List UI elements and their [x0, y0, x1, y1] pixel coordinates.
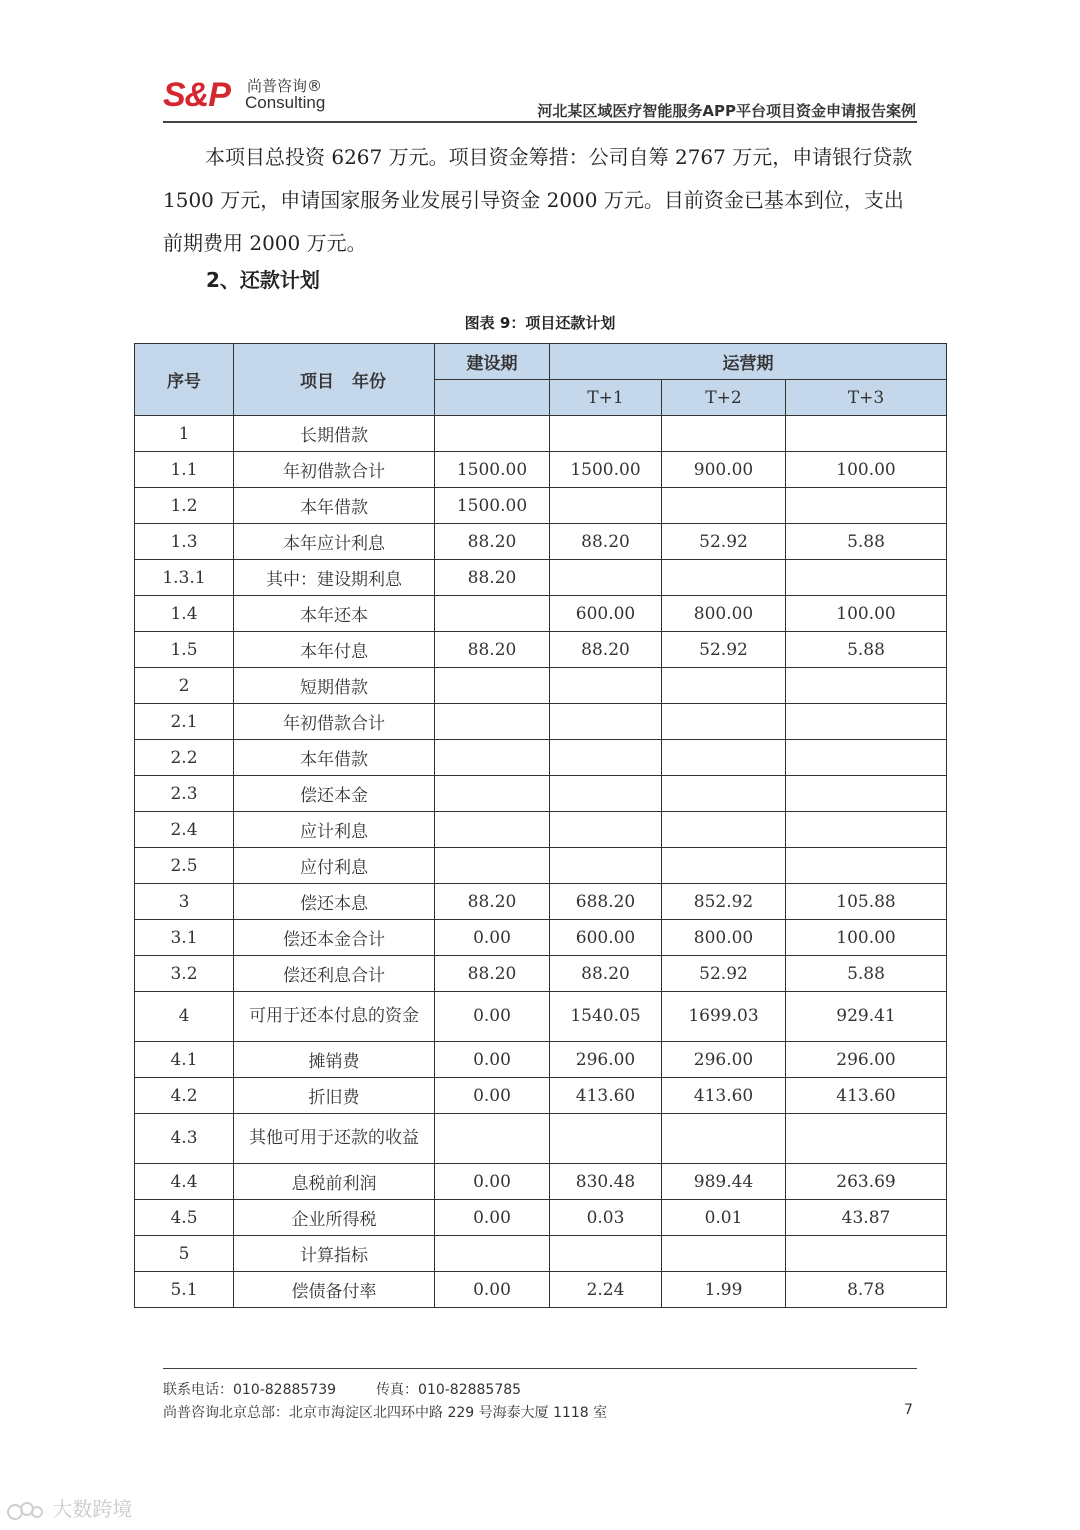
row-t1-value: 0.03 — [550, 1200, 662, 1236]
row-t2-value — [662, 1114, 786, 1164]
row-seq: 4.1 — [135, 1042, 234, 1078]
table-row — [135, 668, 947, 704]
row-seq: 2.2 — [135, 740, 234, 776]
document-header-title: 河北某区域医疗智能服务APP平台项目资金申请报告案例 — [537, 102, 916, 120]
row-construction-value: 0.00 — [435, 1164, 550, 1200]
row-t3-value: 105.88 — [786, 884, 947, 920]
row-t1-value — [550, 776, 662, 812]
row-t2-value — [662, 812, 786, 848]
table-row — [135, 1114, 947, 1164]
row-t2-value — [662, 740, 786, 776]
row-t1-value: 413.60 — [550, 1078, 662, 1114]
row-construction-value: 1500.00 — [435, 452, 550, 488]
header-year: 年份 — [352, 372, 386, 392]
row-construction-value: 0.00 — [435, 920, 550, 956]
row-t2-value — [662, 776, 786, 812]
row-t2-value: 900.00 — [662, 452, 786, 488]
row-t1-value: 88.20 — [550, 956, 662, 992]
table-row — [135, 1042, 947, 1078]
row-t3-value: 413.60 — [786, 1078, 947, 1114]
header-item: 项目 — [300, 372, 334, 392]
row-name: 年初借款合计 — [234, 452, 435, 488]
row-construction-value — [435, 812, 550, 848]
row-name: 偿债备付率 — [234, 1272, 435, 1308]
row-t1-value — [550, 704, 662, 740]
row-name: 年初借款合计 — [234, 704, 435, 740]
page-number: 7 — [904, 1402, 913, 1418]
header-seq: 序号 — [135, 344, 234, 416]
row-t3-value: 929.41 — [786, 992, 947, 1042]
header-t1: T+1 — [550, 380, 662, 416]
row-construction-value: 1500.00 — [435, 488, 550, 524]
row-t3-value — [786, 740, 947, 776]
row-t3-value — [786, 704, 947, 740]
funding-paragraph — [163, 136, 919, 265]
row-t1-value: 88.20 — [550, 524, 662, 560]
row-t3-value: 100.00 — [786, 596, 947, 632]
row-t1-value: 600.00 — [550, 920, 662, 956]
table-row — [135, 1236, 947, 1272]
watermark-logo-icon — [6, 1500, 46, 1522]
row-construction-value — [435, 1236, 550, 1272]
header-t3: T+3 — [786, 380, 947, 416]
table-row — [135, 812, 947, 848]
header-item-year — [234, 344, 435, 416]
row-t3-value: 43.87 — [786, 1200, 947, 1236]
row-construction-value: 88.20 — [435, 956, 550, 992]
row-name: 本年付息 — [234, 632, 435, 668]
table-row — [135, 1272, 947, 1308]
row-name: 长期借款 — [234, 416, 435, 452]
row-name: 企业所得税 — [234, 1200, 435, 1236]
row-construction-value — [435, 776, 550, 812]
table-row — [135, 452, 947, 488]
row-construction-value — [435, 416, 550, 452]
table-row — [135, 920, 947, 956]
row-seq: 2 — [135, 668, 234, 704]
table-row — [135, 884, 947, 920]
row-name: 计算指标 — [234, 1236, 435, 1272]
row-t1-value: 1500.00 — [550, 452, 662, 488]
table-row — [135, 416, 947, 452]
table-row — [135, 488, 947, 524]
row-t1-value — [550, 488, 662, 524]
row-construction-value: 88.20 — [435, 632, 550, 668]
row-name: 偿还利息合计 — [234, 956, 435, 992]
row-t2-value: 0.01 — [662, 1200, 786, 1236]
row-construction-value — [435, 668, 550, 704]
watermark — [6, 1493, 132, 1522]
table-row — [135, 848, 947, 884]
row-t1-value: 600.00 — [550, 596, 662, 632]
header-t2: T+2 — [662, 380, 786, 416]
row-t2-value: 800.00 — [662, 596, 786, 632]
row-t1-value: 88.20 — [550, 632, 662, 668]
row-t3-value: 100.00 — [786, 920, 947, 956]
row-seq: 4.2 — [135, 1078, 234, 1114]
row-construction-value — [435, 704, 550, 740]
row-t3-value — [786, 812, 947, 848]
row-t1-value: 2.24 — [550, 1272, 662, 1308]
row-t2-value: 852.92 — [662, 884, 786, 920]
row-seq: 1.3.1 — [135, 560, 234, 596]
row-construction-value: 88.20 — [435, 884, 550, 920]
row-t3-value — [786, 668, 947, 704]
row-construction-value — [435, 848, 550, 884]
footer-address: 尚普咨询北京总部：北京市海淀区北四环中路 229 号海泰大厦 1118 室 — [163, 1405, 608, 1421]
row-name: 本年还本 — [234, 596, 435, 632]
row-t1-value — [550, 1236, 662, 1272]
row-t3-value — [786, 488, 947, 524]
row-t2-value — [662, 488, 786, 524]
row-t1-value — [550, 1114, 662, 1164]
row-construction-value: 0.00 — [435, 1042, 550, 1078]
row-t2-value — [662, 1236, 786, 1272]
row-seq: 1.2 — [135, 488, 234, 524]
company-logo — [163, 76, 363, 116]
header-construction: 建设期 — [435, 344, 550, 380]
header-divider — [163, 121, 917, 123]
table-row — [135, 956, 947, 992]
row-t2-value: 989.44 — [662, 1164, 786, 1200]
footer-divider — [163, 1368, 917, 1369]
row-seq: 2.1 — [135, 704, 234, 740]
row-seq: 3.1 — [135, 920, 234, 956]
row-t3-value — [786, 1114, 947, 1164]
funding-paragraph-text: 本项目总投资 6267 万元。项目资金筹措：公司自筹 2767 万元，申请银行贷款 1500 万元，申请国家服务业发展引导资金 2000 万元。目前资金已基本到位，支出前期费用 2000 万元。 — [163, 145, 913, 255]
row-seq: 3.2 — [135, 956, 234, 992]
row-construction-value — [435, 596, 550, 632]
table-row — [135, 560, 947, 596]
row-t1-value — [550, 812, 662, 848]
row-t2-value — [662, 416, 786, 452]
row-t1-value: 688.20 — [550, 884, 662, 920]
row-t1-value: 830.48 — [550, 1164, 662, 1200]
footer-fax: 传真：010-82885785 — [376, 1382, 522, 1398]
row-t1-value — [550, 668, 662, 704]
table-row — [135, 740, 947, 776]
row-seq: 2.3 — [135, 776, 234, 812]
row-t3-value: 5.88 — [786, 524, 947, 560]
row-seq: 3 — [135, 884, 234, 920]
table-row — [135, 704, 947, 740]
row-seq: 1.5 — [135, 632, 234, 668]
table-row — [135, 1200, 947, 1236]
row-seq: 4 — [135, 992, 234, 1042]
repayment-plan-table — [134, 343, 947, 1308]
logo-chinese-name: 尚普咨询® — [247, 77, 323, 95]
row-name: 短期借款 — [234, 668, 435, 704]
logo-mark: S&P — [163, 76, 230, 114]
row-t3-value — [786, 848, 947, 884]
row-t3-value: 5.88 — [786, 632, 947, 668]
row-name: 可用于还本付息的资金 — [234, 992, 435, 1042]
row-t1-value — [550, 848, 662, 884]
row-t2-value — [662, 704, 786, 740]
row-construction-value: 0.00 — [435, 992, 550, 1042]
row-seq: 1.1 — [135, 452, 234, 488]
row-construction-value: 0.00 — [435, 1272, 550, 1308]
row-t3-value — [786, 416, 947, 452]
row-name: 本年借款 — [234, 740, 435, 776]
row-name: 其他可用于还款的收益 — [234, 1114, 435, 1164]
row-t2-value: 52.92 — [662, 956, 786, 992]
row-construction-value: 0.00 — [435, 1200, 550, 1236]
row-t2-value — [662, 848, 786, 884]
row-name: 偿还本金合计 — [234, 920, 435, 956]
row-name: 息税前利润 — [234, 1164, 435, 1200]
watermark-text: 大数跨境 — [52, 1497, 133, 1521]
header-construction-blank — [435, 380, 550, 416]
row-seq: 1.4 — [135, 596, 234, 632]
row-name: 应计利息 — [234, 812, 435, 848]
row-t2-value — [662, 668, 786, 704]
row-name: 应付利息 — [234, 848, 435, 884]
section-subheading: 2、还款计划 — [206, 268, 320, 292]
row-seq: 5.1 — [135, 1272, 234, 1308]
row-name: 偿还本金 — [234, 776, 435, 812]
footer-phone: 联系电话：010-82885739 — [163, 1382, 337, 1398]
row-construction-value — [435, 1114, 550, 1164]
table-row — [135, 1164, 947, 1200]
row-t1-value: 1540.05 — [550, 992, 662, 1042]
row-t2-value: 52.92 — [662, 632, 786, 668]
row-t2-value: 1.99 — [662, 1272, 786, 1308]
row-t2-value: 1699.03 — [662, 992, 786, 1042]
table-row — [135, 524, 947, 560]
row-construction-value: 0.00 — [435, 1078, 550, 1114]
row-t2-value: 800.00 — [662, 920, 786, 956]
header-operation: 运营期 — [550, 344, 947, 380]
row-t3-value: 100.00 — [786, 452, 947, 488]
row-t3-value: 8.78 — [786, 1272, 947, 1308]
row-seq: 1 — [135, 416, 234, 452]
table-row — [135, 1078, 947, 1114]
row-t2-value: 413.60 — [662, 1078, 786, 1114]
logo-english-name: Consulting — [245, 93, 326, 112]
row-t2-value: 296.00 — [662, 1042, 786, 1078]
row-construction-value: 88.20 — [435, 524, 550, 560]
row-t1-value — [550, 416, 662, 452]
table-caption: 图表 9：项目还款计划 — [464, 314, 616, 332]
row-construction-value — [435, 740, 550, 776]
row-seq: 4.5 — [135, 1200, 234, 1236]
row-t2-value: 52.92 — [662, 524, 786, 560]
table-body — [135, 416, 947, 1308]
row-seq: 1.3 — [135, 524, 234, 560]
table-row — [135, 596, 947, 632]
table-row — [135, 776, 947, 812]
row-name: 其中：建设期利息 — [234, 560, 435, 596]
row-t3-value — [786, 1236, 947, 1272]
row-t1-value — [550, 740, 662, 776]
row-seq: 5 — [135, 1236, 234, 1272]
table-row — [135, 992, 947, 1042]
row-t3-value: 5.88 — [786, 956, 947, 992]
row-t1-value: 296.00 — [550, 1042, 662, 1078]
row-seq: 2.4 — [135, 812, 234, 848]
row-t3-value — [786, 776, 947, 812]
row-seq: 4.3 — [135, 1114, 234, 1164]
row-name: 本年借款 — [234, 488, 435, 524]
row-seq: 2.5 — [135, 848, 234, 884]
row-name: 折旧费 — [234, 1078, 435, 1114]
footer-contact — [163, 1379, 521, 1399]
row-name: 摊销费 — [234, 1042, 435, 1078]
row-t3-value — [786, 560, 947, 596]
row-construction-value: 88.20 — [435, 560, 550, 596]
row-t3-value: 296.00 — [786, 1042, 947, 1078]
row-seq: 4.4 — [135, 1164, 234, 1200]
row-t1-value — [550, 560, 662, 596]
row-name: 偿还本息 — [234, 884, 435, 920]
row-name: 本年应计利息 — [234, 524, 435, 560]
table-row — [135, 632, 947, 668]
row-t2-value — [662, 560, 786, 596]
row-t3-value: 263.69 — [786, 1164, 947, 1200]
